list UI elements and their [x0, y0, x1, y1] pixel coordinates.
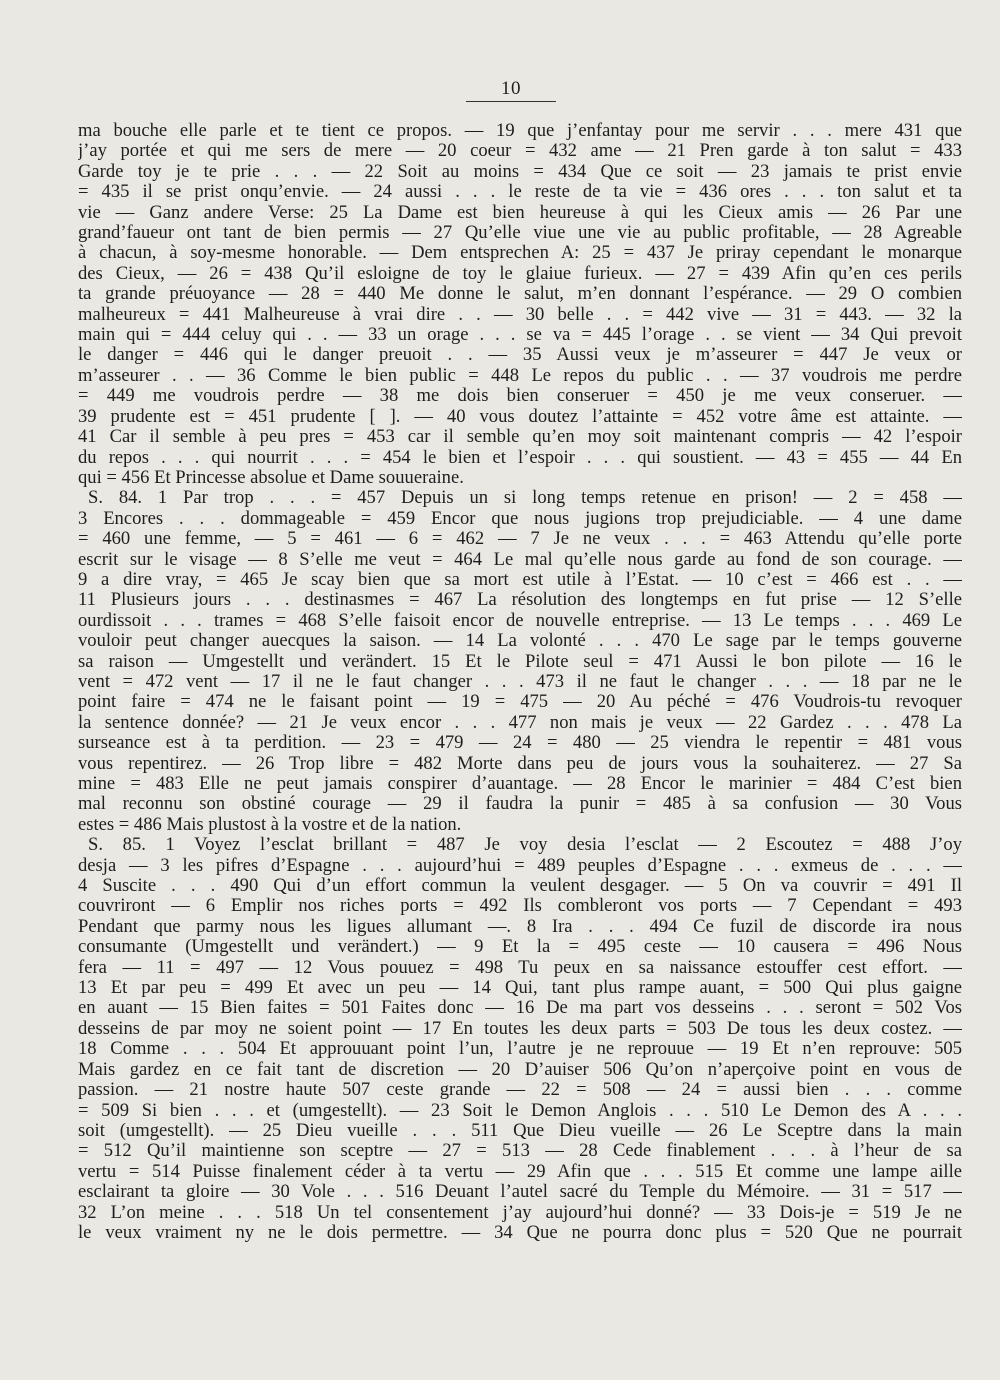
text-line: 11 Plusieurs jours . . . destinasmes = 467 La résolution des longtemps en fut prise — 12 S’elle — [78, 590, 962, 611]
text-line: 32 L’on meine . . . 518 Un tel consentement j’ay aujourd’hui donné? — 33 Dois-je = 519 Je ne — [78, 1202, 962, 1223]
text-line: fera — 11 = 497 — 12 Vous pouuez = 498 Tu peux en sa naissance estouffer cest effort. — — [78, 957, 962, 978]
text-line: 4 Suscite . . . 490 Qui d’un effort commun la veulent desgager. — 5 On va couvrir = 491 Il — [78, 876, 962, 897]
text-line: surseance est à ta perdition. — 23 = 479 — 24 = 480 — 25 viendra le repentir = 481 vous — [78, 733, 962, 754]
text-line: passion. — 21 nostre haute 507 ceste grande — 22 = 508 — 24 = aussi bien . . . comme — [78, 1080, 962, 1101]
text-line: desseins de par moy ne soient point — 17 En toutes les deux parts = 503 De tous les deux costez. — — [78, 1018, 962, 1039]
text-line: S. 85. 1 Voyez l’esclat brillant = 487 Je voy desia l’esclat — 2 Escoutez = 488 J’oy — [88, 835, 962, 856]
text-line: S. 84. 1 Par trop . . . = 457 Depuis un si long temps retenue en prison! — 2 = 458 — — [88, 488, 962, 509]
text-line: 9 a dire vray, = 465 Je scay bien que sa mort est utile à l’Estat. — 10 c’est = 466 est . . — — [78, 569, 962, 590]
text-line: malheureux = 441 Malheureuse à vrai dire . . — 30 belle . . = 442 vive — 31 = 443. — 32 la — [78, 304, 962, 325]
text-line: estes = 486 Mais plustost à la vostre et de la nation. — [78, 814, 462, 835]
text-line: ta grande préuoyance — 28 = 440 Me donne le salut, m’en donnant l’espérance. — 29 O combien — [78, 284, 962, 305]
text-line: qui = 456 Et Princesse absolue et Dame souueraine. — [78, 467, 464, 488]
text-line: des Cieux, — 26 = 438 Qu’il esloigne de toy le glaiue furieux. — 27 = 439 Afin qu’en ces perils — [78, 263, 962, 284]
text-line: consumante (Umgestellt und verändert.) — 9 Et la = 495 ceste — 10 causera = 496 Nous — [78, 937, 962, 958]
text-line: 39 prudente est = 451 prudente [ ]. — 40 vous doutez l’attainte = 452 votre âme est attainte. — — [78, 406, 962, 427]
text-line: 18 Comme . . . 504 Et approuuant point l’un, l’autre je ne reprouue — 19 Et n’en reprouve: 505 — [78, 1039, 962, 1060]
text-line: Pendant que parmy nous les ligues allumant —. 8 Ira . . . 494 Ce fuzil de discorde ira nous — [78, 916, 962, 937]
body-text — [78, 121, 962, 1243]
text-line: vent = 472 vent — 17 il ne le faut changer . . . 473 il ne faut le changer . . . — 18 par ne le — [78, 671, 962, 692]
text-line: soit (umgestellt). — 25 Dieu vueille . . . 511 Que Dieu vueille — 26 Le Sceptre dans la main — [78, 1120, 962, 1141]
text-line: mine = 483 Elle ne peut jamais conspirer d’auantage. — 28 Encor le marinier = 484 C’est bien — [78, 774, 962, 794]
text-line: = 460 une femme, — 5 = 461 — 6 = 462 — 7 Je ne veux . . . = 463 Attendu qu’elle porte — [78, 529, 962, 550]
text-line: esclairant ta gloire — 30 Vole . . . 516 Deuant l’autel sacré du Temple du Mémoire. — 31 = 517 — — [78, 1182, 962, 1203]
text-line: = 449 me voudrois perdre — 38 me dois bien conseruer = 450 je me veux conseruer. — — [78, 386, 962, 407]
text-line: 41 Car il semble à peu pres = 453 car il semble qu’en moy soit maintenant compris — 42 l’espoir — [78, 427, 962, 448]
text-line: 13 Et par peu = 499 Et avec un peu — 14 Qui, tant plus rampe auant, = 500 Qui plus gaigne — [78, 978, 962, 999]
text-line: 3 Encores . . . dommageable = 459 Encor que nous jugions trop prejudiciable. — 4 une dame — [78, 508, 962, 529]
text-line: à chacun, à soy-mesme honorable. — Dem entsprechen A: 25 = 437 Je priray cependant le monarque — [78, 243, 962, 264]
text-line: main qui = 444 celuy qui . . — 33 un orage . . . se va = 445 l’orage . . se vient — 34 Qui prevoit — [78, 325, 962, 346]
text-line: ourdissoit . . . trames = 468 S’elle faisoit encor de nouvelle entreprise. — 13 Le temps . . . 469 Le — [78, 610, 962, 631]
text-line: mal reconnu son obstiné courage — 29 il faudra la punir = 485 à sa confusion — 30 Vous — [78, 794, 962, 815]
text-line: m’asseurer . . — 36 Comme le bien public = 448 Le repos du public . . — 37 voudrois me perdre — [78, 365, 962, 386]
text-line: vous repentirez. — 26 Trop libre = 482 Morte dans peu de jours vous la souhaiterez. — 27 Sa — [78, 753, 962, 774]
page-number: 10 — [501, 78, 521, 99]
text-line: desja — 3 les pifres d’Espagne . . . aujourd’hui = 489 peuples d’Espagne . . . exmeus de . . . — — [78, 855, 962, 876]
text-line: le danger = 446 qui le danger preuoit . . — 35 Aussi veux je m’asseurer = 447 Je veux or — [78, 345, 962, 366]
text-line: Garde toy je te prie . . . — 22 Soit au moins = 434 Que ce soit — 23 jamais te prist envie — [78, 161, 962, 182]
text-line: en auant — 15 Bien faites = 501 Faites donc — 16 De ma part vos desseins . . . seront = 502 Vos — [78, 998, 962, 1019]
text-line: sa raison — Umgestellt und verändert. 15 Et le Pilote seul = 471 Aussi le bon pilote — 16 le — [78, 651, 962, 672]
text-line: vouloir peut changer auecques la saison. — 14 La volonté . . . 470 Le sage par le temps gouverne — [78, 631, 962, 652]
page-number-rule — [466, 101, 556, 102]
text-line: grand’faueur ont tant de bien permis — 27 Qu’elle viue une vie au public profitable, — 28 Agreable — [78, 223, 962, 244]
text-line: point faire = 474 ne le faisant point — 19 = 475 — 20 Au péché = 476 Voudrois-tu revoquer — [78, 692, 962, 713]
text-line: = 512 Qu’il maintienne son sceptre — 27 = 513 — 28 Cede finablement . . . à l’heur de sa — [78, 1141, 962, 1162]
text-line: escrit sur le visage — 8 S’elle me veut = 464 Le mal qu’elle nous garde au fond de son courage. — — [78, 549, 962, 570]
text-line: j’ay portée et qui me sers de mere — 20 coeur = 432 ame — 21 Pren garde à ton salut = 433 — [78, 141, 962, 162]
text-line: = 435 il se prist onqu’envie. — 24 aussi . . . le reste de ta vie = 436 ores . . . ton salut et ta — [78, 182, 962, 203]
text-line: couvriront — 6 Emplir nos riches ports = 492 Ils combleront vos ports — 7 Cependant = 493 — [78, 896, 962, 917]
text-line: vie — Ganz andere Verse: 25 La Dame est bien heureuse à qui les Cieux amis — 26 Par une — [78, 202, 962, 223]
text-line: vertu = 514 Puisse finalement céder à ta vertu — 29 Afin que . . . 515 Et comme une lampe aille — [78, 1161, 962, 1182]
text-line: Mais gardez en ce fait tant de discretion — 20 D’auiser 506 Qu’on n’aperçoive point en vous de — [78, 1059, 962, 1080]
text-line: = 509 Si bien . . . et (umgestellt). — 23 Soit le Demon Anglois . . . 510 Le Demon des A . . . — [78, 1100, 962, 1121]
text-line: ma bouche elle parle et te tient ce propos. — 19 que j’enfantay pour me servir . . . mere 431 que — [78, 121, 962, 141]
text-line: le veux vraiment ny ne le dois permettre. — 34 Que ne pourra donc plus = 520 Que ne pourrait — [78, 1222, 962, 1243]
text-line: du repos . . . qui nourrit . . . = 454 le bien et l’espoir . . . qui soustient. — 43 = 455 — 44 En — [78, 447, 962, 468]
text-line: la sentence donnée? — 21 Je veux encor . . . 477 non mais je veux — 22 Gardez . . . 478 La — [78, 712, 962, 733]
